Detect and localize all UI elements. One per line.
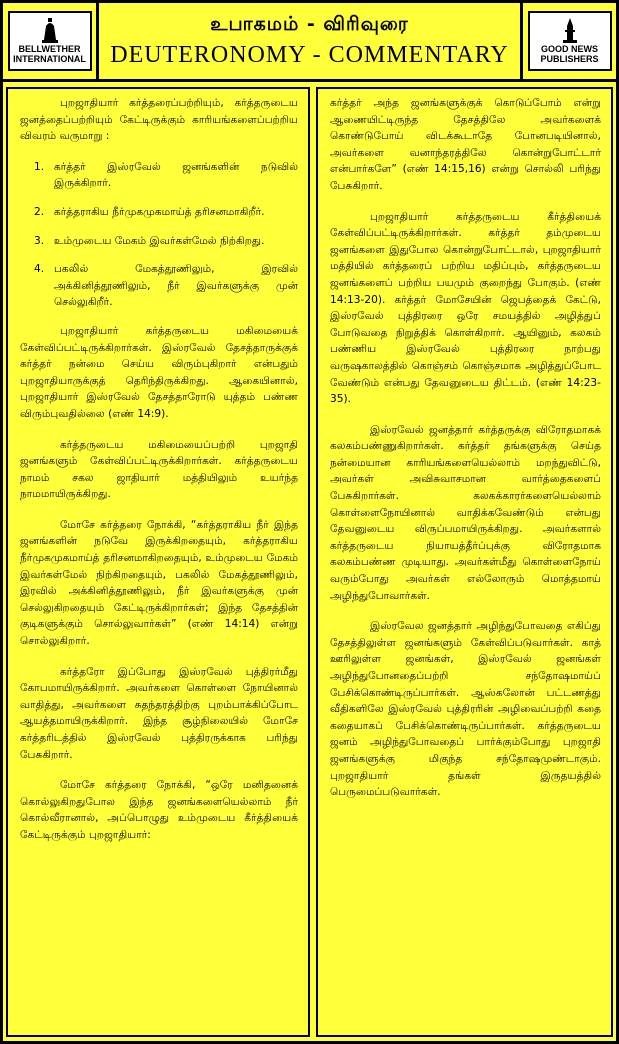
list-text: கர்த்தராகிய நீர்முகமுகமாய்த் தரிசனமாகிறீர்.: [54, 205, 265, 218]
paragraph: புறஜாதியார் கர்த்தருடைய கீர்த்தியைக் கேள்விப்பட்டிருக்கிறார்கள். கர்த்தர் தம்முடைய ஜனங்களை இதுபோல கொன்றுபோட்டால், புறஜாதியார் மத்தியில் கர்த்தரைப் பற்றிய மதிப்பும், கர்த்தருடைய ஜனங்களைப் பற்றிய பயமும் குறைந்து போகும். (எண் 14:13-20). கர்த்தர் மோசேயின் ஜெபத்தைக் கேட்டு, இஸ்ரவேல் புத்திரரை ஒரே சமயத்தில் அழித்துப் போடுவதை நிறுத்திக் கொள்கிறார். ஆயினும், கலகம் பண்ணிய இஸ்ரவேல் புத்திரரை நாற்பது வருஷகாலத்தில் கொஞ்சம் கொஞ்சமாக அழித்துப்போட வேண்டும் என்பது தேவனுடைய திட்டம். (எண் 14:23-35).: [330, 210, 601, 406]
paragraph: கர்த்தருடைய மகிமையைப்பற்றி புறஜாதி ஜனங்களும் கேள்விப்பட்டிருக்கிறார்கள். கர்த்தருடைய நாமம் சகல ஜாதியார் மத்தியிலும் உயர்ந்த நாமமாயிருக்கிறது.: [20, 438, 298, 501]
list-number: 4.: [34, 263, 45, 276]
right-logo-box: [520, 3, 616, 79]
intro-paragraph: புறஜாதியார் கர்த்தரைப்பற்றியும், கர்த்தருடைய ஜனத்தைப்பற்றியும் கேட்டிருக்கும் காரியங்களைப்பற்றிய விவரம் வருமாறு :: [20, 97, 298, 143]
list-number: 3.: [34, 234, 45, 247]
numbered-list: [20, 159, 298, 311]
list-item: [20, 233, 298, 250]
right-logo-line2: PUBLISHERS: [540, 54, 599, 64]
left-logo-line1: BELLWETHER: [18, 44, 81, 54]
list-text: கர்த்தர் இஸ்ரவேல் ஜனங்களின் நடுவில் இருக்கிறார்.: [54, 160, 298, 190]
page-title-tamil: உபாகமம் - விரிவுரை: [210, 13, 409, 35]
list-number: 1.: [34, 160, 45, 173]
list-item: [20, 204, 298, 221]
page-title-english: DEUTERONOMY - COMMENTARY: [110, 42, 509, 68]
list-item: [20, 261, 298, 311]
header: [3, 3, 616, 79]
paragraph: கர்த்தர் அந்த ஜனங்களுக்குக் கொடுப்போம் என்று ஆணையிட்டிருந்த தேசத்திலே அவர்களைக் கொண்டுபோய் விடக்கூடாதே போனபடியினால், அவர்களை வனாந்தரத்திலே கொன்றுபோட்டார் என்பார்களே” (எண் 14:15,16) என்று சொல்லி பரிந்து பேசுகிறார்.: [330, 97, 601, 192]
left-logo-box: [3, 3, 99, 79]
left-logo-line2: INTERNATIONAL: [13, 54, 86, 64]
title-box: [99, 3, 520, 79]
list-number: 2.: [34, 205, 45, 218]
good-news-logo: [528, 11, 612, 71]
right-logo-line1: GOOD NEWS: [540, 44, 598, 54]
list-item: [20, 159, 298, 192]
bell-icon: [41, 18, 59, 44]
list-text: உம்முடைய மேகம் இவர்கள்மேல் நிற்கிறது.: [54, 234, 265, 247]
paragraph: மோசே கர்த்தரை நோக்கி, “ஒரே மனிதனைக் கொல்லுகிறதுபோல இந்த ஜனங்களையெல்லாம் நீர் கொல்வீரானால், அப்பொழுது உம்முடைய கீர்த்தியைக் கேட்டிருக்கும் புறஜாதியார்:: [20, 779, 298, 841]
paragraph: இஸ்ரவேல ஜனத்தார் அழிந்துபோவதை எகிப்து தேசத்திலுள்ள ஜனங்களும் கேள்விப்படுவார்கள். காத் ஊரிலுள்ள ஜனங்கள், இஸ்ரவேல் ஜனங்கள் அழிந்துபோனதைப்பற்றி சந்தோஷமாய்ப் பேசிக்கொண்டிருப்பார்கள். ஆஸ்கலோன் பட்டணத்து வீதிகளிலே இஸ்ரவேல் புத்திரரின் அழிவைப்பற்றி கதை கதையாகப் பேசிக்கொண்டிருப்பார்கள். கர்த்தருடைய ஜனம் அழிந்துபோவதைப் பார்க்கும்போது புறஜாதி ஜனங்களுக்கு மிகுந்த சந்தோஷமுண்டாகும். புறஜாதியார் தங்கள் இருதயத்தில் பெருமைப்படுவார்கள்.: [330, 620, 601, 799]
left-column: [6, 87, 310, 1037]
tower-icon: [561, 18, 579, 44]
bellwether-logo: [8, 11, 92, 71]
list-text: பகலில் மேகத்தூணிலும், இரவில் அக்கினித்தூணிலும், நீர் இவர்களுக்கு முன் செல்லுகிறீர்.: [54, 263, 298, 309]
right-column: [316, 87, 613, 1037]
paragraph: புறஜாதியார் கர்த்தருடைய மகிமையைக் கேள்விப்பட்டிருக்கிறார்கள். இஸ்ரவேல் தேசத்தாருக்குக் கர்த்தர் நன்மை செய்ய விரும்புகிறார் என்பதும் புறஜாதியாருக்குத் தெரிந்திருக்கிறது. ஆகையினால், புறஜாதியார் இஸ்ரவேல் தேசத்தாரோடு யுத்தம் பண்ண விரும்புவதில்லை (எண் 14:9).: [20, 324, 298, 420]
header-divider: [3, 79, 616, 82]
paragraph: மோசே கர்த்தரை நோக்கி, “கர்த்தராகிய நீர் இந்த ஜனங்களின் நடுவே இருக்கிறதையும், கர்த்தராகிய நீர்முகமுகமாய்த் தரிசனமாகிறதையும், உம்முடைய மேகம் இவர்கள்மேல் நிற்கிறதையும், பகலில் மேகத்தூணிலும், இரவில் அக்கினித்தூணிலும், நீர் இவர்களுக்கு முன் செல்லுகிறதையும் கேட்டிருக்கிறார்கள்; இந்த தேசத்தின் குடிகளுக்கும் சொல்லுவார்கள்” (எண் 14:14) என்று சொல்லுகிறார்.: [20, 518, 298, 648]
paragraph: கர்த்தரோ இப்போது இஸ்ரவேல் புத்திரர்மீது கோபமாயிருக்கிறார். அவர்களை கொள்ளை நோயினால் வாதித்து, அவர்களை சுதந்தரத்திற்கு புறம்பாக்கிப்போட ஆயத்தமாயிருக்கிறார். இந்த சூழ்நிலையில் மோசே கர்த்தரிடத்தில் இஸ்ரவேல் புத்திரருக்காக பரிந்து பேசுகிறார்.: [20, 665, 298, 761]
paragraph: இஸ்ரவேல் ஜனத்தார் கர்த்தருக்கு விரோதமாகக் கலகம்பண்ணுகிறார்கள். கர்த்தர் தங்களுக்கு செய்த நன்மையான காரியங்களையெல்லாம் மறந்துவிட்டு, அவர்கள் அவிசுவாசமான வார்த்தைகளைப் பேசுகிறார்கள். கலகக்காரர்களையெல்லாம் கொள்ளைநோயினால் வாதிக்கவேண்டும் என்பது தேவனுடைய விருப்பமாயிருக்கிறது. அவர்களால் கர்த்தருடைய நியாயத்தீர்ப்புக்கு விரோதமாக கலகம்பண்ண முடியாது. அவர்கள்மீது கொள்ளைநோய் வரும்போது அவர்கள் எல்லோரும் மொத்தமாய் அழிந்துபோவார்கள்.: [330, 423, 601, 602]
